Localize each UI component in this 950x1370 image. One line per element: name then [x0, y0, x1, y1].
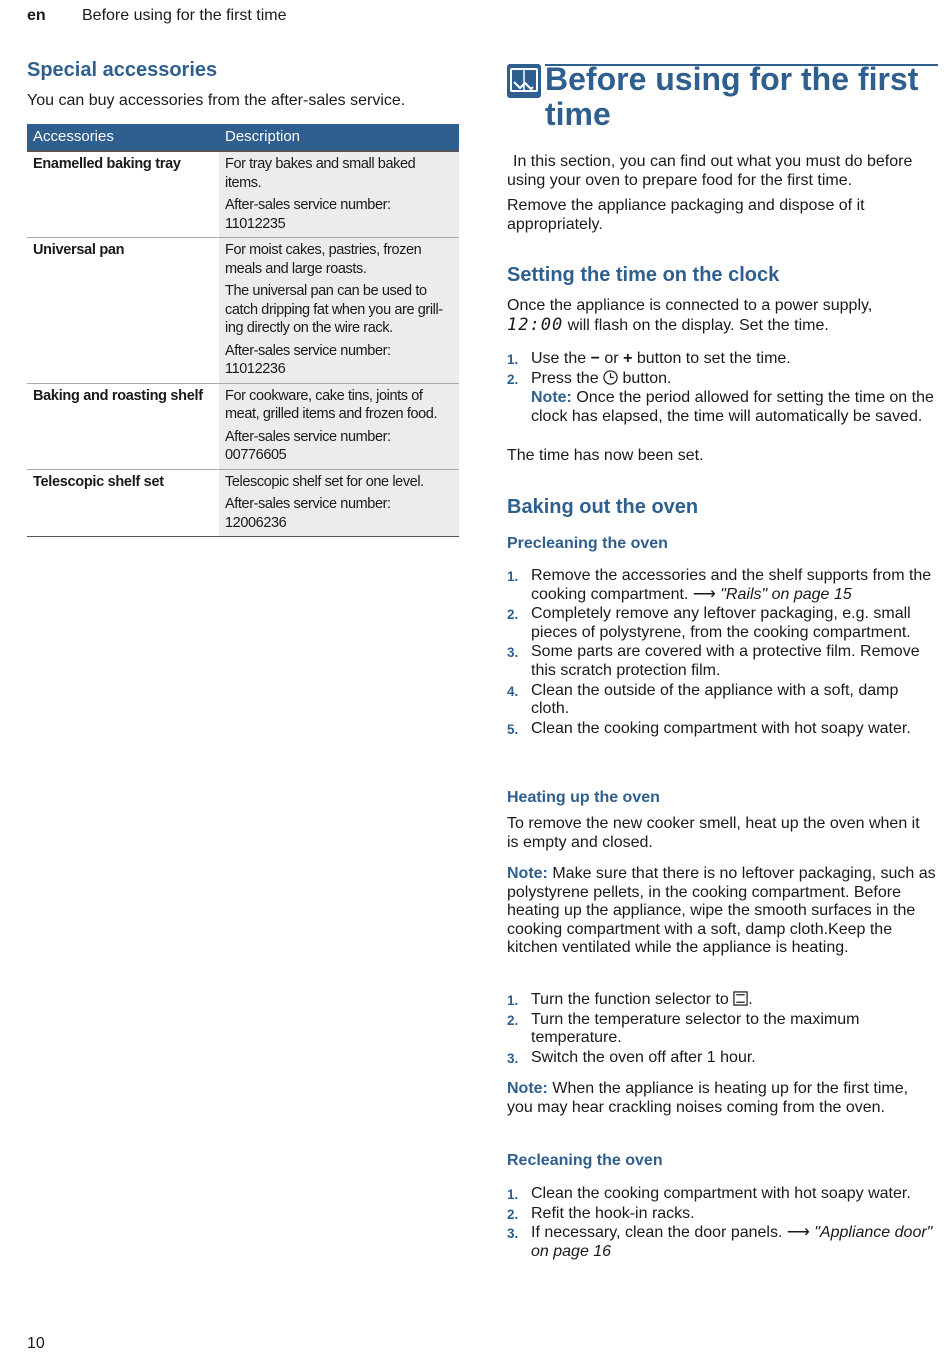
- accessories-table: [27, 124, 459, 537]
- page-number: 10: [27, 1335, 45, 1352]
- table-header-accessories: Accessories: [27, 124, 219, 151]
- step-text: Refit the hook-in racks.: [531, 1204, 695, 1222]
- arrow-icon: ⟶: [692, 585, 716, 603]
- step-text: Switch the oven off after 1 hour.: [531, 1048, 756, 1066]
- list-item: [507, 350, 939, 369]
- step-text: Turn the function selector to: [531, 991, 729, 1008]
- page-title: Before using for the first time: [545, 61, 919, 132]
- step-text: button.: [622, 369, 672, 387]
- list-item: [507, 1049, 939, 1068]
- accessory-name: Baking and roasting shelf: [27, 383, 219, 469]
- clock-note: [531, 389, 939, 426]
- table-row: [27, 383, 459, 469]
- accessory-name: Enamelled baking tray: [27, 151, 219, 238]
- description-text: Telescopic shelf set for one level.: [225, 473, 424, 490]
- step-number: 1.: [507, 993, 519, 1008]
- description-text: For moist cakes, pastries, frozen meals and large roasts.: [225, 242, 422, 277]
- list-item: [507, 720, 939, 739]
- step-text: Press the: [531, 369, 599, 387]
- note-text: When the appliance is heating up for the first time, you may hear crackling noises coming from the oven.: [507, 1080, 909, 1116]
- minus-button-icon: −: [590, 350, 600, 367]
- step-number: 2.: [507, 371, 519, 387]
- step-text: Clean the outside of the appliance with a soft, damp cloth.: [531, 681, 899, 718]
- step-number: 3.: [507, 645, 519, 661]
- step-number: 1.: [507, 1187, 519, 1202]
- heating-heading: Heating up the oven: [507, 789, 660, 806]
- clock-text: will flash on the display. Set the time.: [567, 316, 829, 334]
- service-number: After-sales service number: 00776605: [225, 428, 391, 463]
- baking-out-heading: Baking out the oven: [507, 496, 699, 518]
- header-language: en: [27, 7, 46, 24]
- list-item: [507, 567, 939, 604]
- table-row: [27, 469, 459, 537]
- clock-paragraph: [507, 297, 937, 335]
- step-text: button to set the time.: [636, 350, 791, 367]
- step-number: 3.: [507, 1226, 519, 1242]
- note-label: Note:: [507, 1080, 548, 1097]
- plus-button-icon: +: [623, 350, 633, 367]
- page-reference-link[interactable]: "Appliance door" on page 16: [531, 1224, 933, 1260]
- description-text: For tray bakes and small baked items.: [225, 156, 416, 191]
- list-item: [507, 370, 939, 427]
- note-label: Note:: [531, 389, 572, 407]
- step-number: 3.: [507, 1050, 519, 1066]
- heating-paragraph: To remove the new cooker smell, heat up the oven when it is empty and closed.: [507, 815, 920, 851]
- service-number: After-sales service number: 11012235: [225, 197, 391, 232]
- note-text: Make sure that there is no leftover packaging, such as polystyrene pellets, in the cooking compartment. Before heating up the appliance, wipe the smooth surfaces in the cooking compartment with a soft, damp cloth.Keep the kitchen ventilated while the appliance is heating.: [507, 865, 936, 957]
- step-number: 2.: [507, 1206, 519, 1222]
- list-item: [507, 605, 939, 642]
- list-item: 1. Turn the function selector to .: [507, 991, 939, 1010]
- list-item: [507, 1011, 939, 1048]
- list-item: [507, 643, 939, 680]
- description-text: The universal pan can be used to catch dripping fat when you are grill-ing directly on the wire rack.: [225, 283, 443, 336]
- list-item: [507, 1224, 939, 1261]
- note-text: Once the period allowed for setting the time on the clock has elapsed, the time will automatically be saved.: [531, 389, 934, 425]
- note-label: Note:: [507, 865, 548, 882]
- precleaning-heading: Precleaning the oven: [507, 535, 668, 552]
- special-accessories-heading: Special accessories: [27, 59, 218, 81]
- step-number: 2.: [507, 1012, 519, 1028]
- accessory-name: Telescopic shelf set: [27, 469, 219, 537]
- precleaning-steps: [507, 567, 939, 739]
- table-row: [27, 151, 459, 238]
- recleaning-steps: [507, 1185, 939, 1262]
- step-text: Completely remove any leftover packaging, e.g. small pieces of polystyrene, from the cooking compartment.: [531, 605, 911, 641]
- clock-steps: [507, 350, 939, 427]
- header-title: Before using for the first time: [82, 7, 287, 24]
- step-text: Turn the temperature selector to the maximum temperature.: [531, 1010, 860, 1047]
- intro-paragraph: In this section, you can find out what you must do before using your oven to prepare food for the first time.: [507, 153, 913, 189]
- service-number: After-sales service number: 12006236: [225, 496, 391, 531]
- step-text: Clean the cooking compartment with hot soapy water.: [531, 1185, 911, 1202]
- step-number: 4.: [507, 683, 519, 699]
- accessory-description: [219, 383, 459, 469]
- step-text: Use the: [531, 350, 587, 367]
- step-number: 5.: [507, 721, 519, 737]
- clock-icon: [603, 370, 618, 385]
- step-text: Remove the accessories and the shelf supports from the cooking compartment.: [531, 567, 932, 603]
- accessories-intro: You can buy accessories from the after-sales service.: [27, 92, 406, 109]
- step-number: 1.: [507, 352, 519, 367]
- accessory-description: [219, 469, 459, 537]
- list-item: [507, 1205, 939, 1224]
- description-text: For cookware, cake tins, joints of meat, grilled items and frozen food.: [225, 387, 438, 422]
- step-text: Clean the cooking compartment with hot soapy water.: [531, 719, 911, 737]
- oven-heating-mode-icon: [733, 991, 748, 1006]
- heating-note: [507, 865, 939, 958]
- heating-steps: [507, 991, 939, 1068]
- packaging-paragraph: Remove the appliance packaging and dispose of it appropriately.: [507, 197, 865, 233]
- recleaning-heading: Recleaning the oven: [507, 1152, 663, 1169]
- book-hand-icon: [507, 64, 541, 98]
- step-text: Some parts are covered with a protective film. Remove this scratch protection film.: [531, 643, 920, 679]
- step-text: or: [604, 350, 619, 367]
- service-number: After-sales service number: 11012236: [225, 342, 391, 377]
- crackling-note: [507, 1080, 937, 1117]
- step-number: 1.: [507, 569, 519, 584]
- step-text: If necessary, clean the door panels.: [531, 1224, 783, 1242]
- step-number: 2.: [507, 607, 519, 623]
- table-header-description: Description: [219, 124, 459, 151]
- accessory-description: [219, 238, 459, 384]
- table-row: [27, 238, 459, 384]
- clock-heading: Setting the time on the clock: [507, 264, 780, 286]
- list-item: [507, 682, 939, 719]
- arrow-icon: ⟶: [786, 1224, 810, 1242]
- clock-result: The time has now been set.: [507, 447, 704, 464]
- accessory-name: Universal pan: [27, 238, 219, 384]
- clock-text: Once the appliance is connected to a power supply,: [507, 297, 873, 314]
- lcd-time-display: 12:00: [507, 314, 564, 335]
- page-reference-link[interactable]: "Rails" on page 15: [720, 585, 852, 603]
- accessory-description: [219, 151, 459, 238]
- list-item: [507, 1185, 939, 1204]
